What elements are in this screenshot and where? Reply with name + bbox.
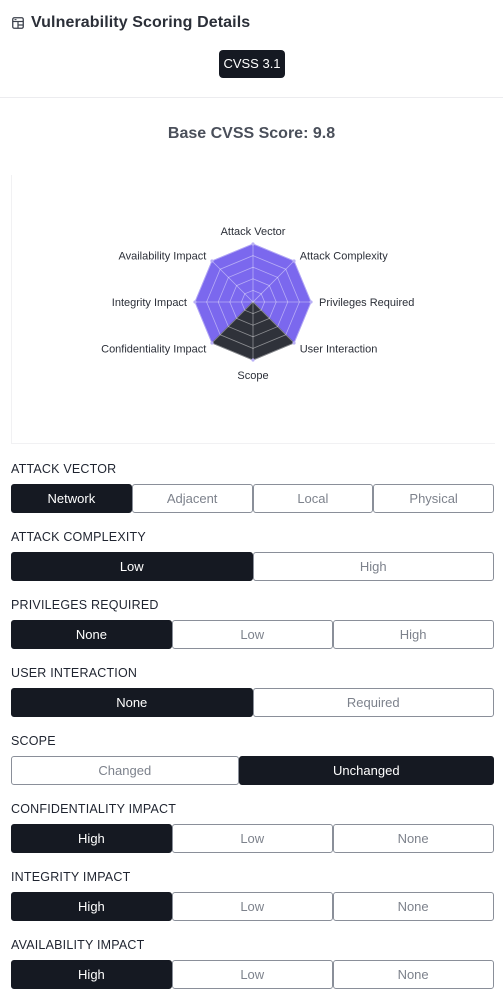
metric-options [11,552,494,581]
calculator-icon [12,17,24,29]
radar-vertex-dot [210,341,213,344]
option-button-none[interactable]: None [333,892,494,921]
option-button-low[interactable]: Low [172,960,333,989]
metric-label: INTEGRITY IMPACT [11,870,131,884]
radar-axis-label: Scope [237,370,269,382]
metric-group-attack-vector [11,462,494,514]
option-button-low[interactable]: Low [11,552,253,581]
metric-group-scope [11,734,494,786]
radar-chart [11,175,495,444]
radar-axis-label: Attack Vector [220,226,286,238]
metric-label: SCOPE [11,734,56,748]
metric-label: PRIVILEGES REQUIRED [11,598,159,612]
radar-vertex-dot [292,259,295,262]
radar-axis-label: Privileges Required [319,297,415,309]
radar-vertex-dot [292,341,295,344]
option-button-high[interactable]: High [11,824,172,853]
metric-label: CONFIDENTIALITY IMPACT [11,802,177,816]
radar-vertex-dot [210,259,213,262]
radar-axis-label: Integrity Impact [111,297,187,309]
metric-group-integrity-impact [11,870,494,922]
option-button-network[interactable]: Network [11,484,132,513]
option-button-low[interactable]: Low [172,892,333,921]
metric-label: AVAILABILITY IMPACT [11,938,145,952]
option-button-high[interactable]: High [11,960,172,989]
metric-options [11,892,494,921]
metric-group-attack-complexity [11,530,494,582]
option-button-high[interactable]: High [11,892,172,921]
radar-vertex-dot [251,242,254,245]
option-button-none[interactable]: None [333,824,494,853]
metric-options [11,960,494,989]
metric-label: ATTACK VECTOR [11,462,117,476]
metric-options [11,756,494,785]
option-button-none[interactable]: None [11,688,253,717]
metric-label: ATTACK COMPLEXITY [11,530,146,544]
radar-vertex-dot [309,300,312,303]
option-button-adjacent[interactable]: Adjacent [132,484,253,513]
option-button-none[interactable]: None [11,620,172,649]
metric-options [11,688,494,717]
option-button-required[interactable]: Required [253,688,495,717]
radar-axis-label: Confidentiality Impact [101,343,207,356]
metric-options [11,484,494,513]
option-button-high[interactable]: High [333,620,494,649]
metric-label: USER INTERACTION [11,666,138,680]
base-score-title: Base CVSS Score: 9.8 [167,125,336,142]
details-header [0,0,503,98]
option-button-low[interactable]: Low [172,620,333,649]
option-button-unchanged[interactable]: Unchanged [239,756,494,785]
metric-group-user-interaction [11,666,494,718]
radar-axis-label: User Interaction [299,343,378,356]
radar-axis-label: Attack Complexity [299,250,388,263]
metric-group-availability-impact [11,938,494,990]
radar-vertex-dot [193,300,196,303]
option-button-none[interactable]: None [333,960,494,989]
metric-group-confidentiality-impact [11,802,494,854]
page-title: Vulnerability Scoring Details [31,14,251,31]
cvss-version-badge[interactable]: CVSS 3.1 [219,50,285,78]
radar-vertex-dot [251,358,254,361]
radar-axis-label: Availability Impact [118,250,207,263]
radar-chart-svg [12,175,496,444]
option-button-local[interactable]: Local [253,484,374,513]
option-button-low[interactable]: Low [172,824,333,853]
option-button-physical[interactable]: Physical [373,484,494,513]
option-button-high[interactable]: High [253,552,495,581]
metric-group-privileges-required [11,598,494,650]
metric-options [11,620,494,649]
option-button-changed[interactable]: Changed [11,756,239,785]
metric-options [11,824,494,853]
